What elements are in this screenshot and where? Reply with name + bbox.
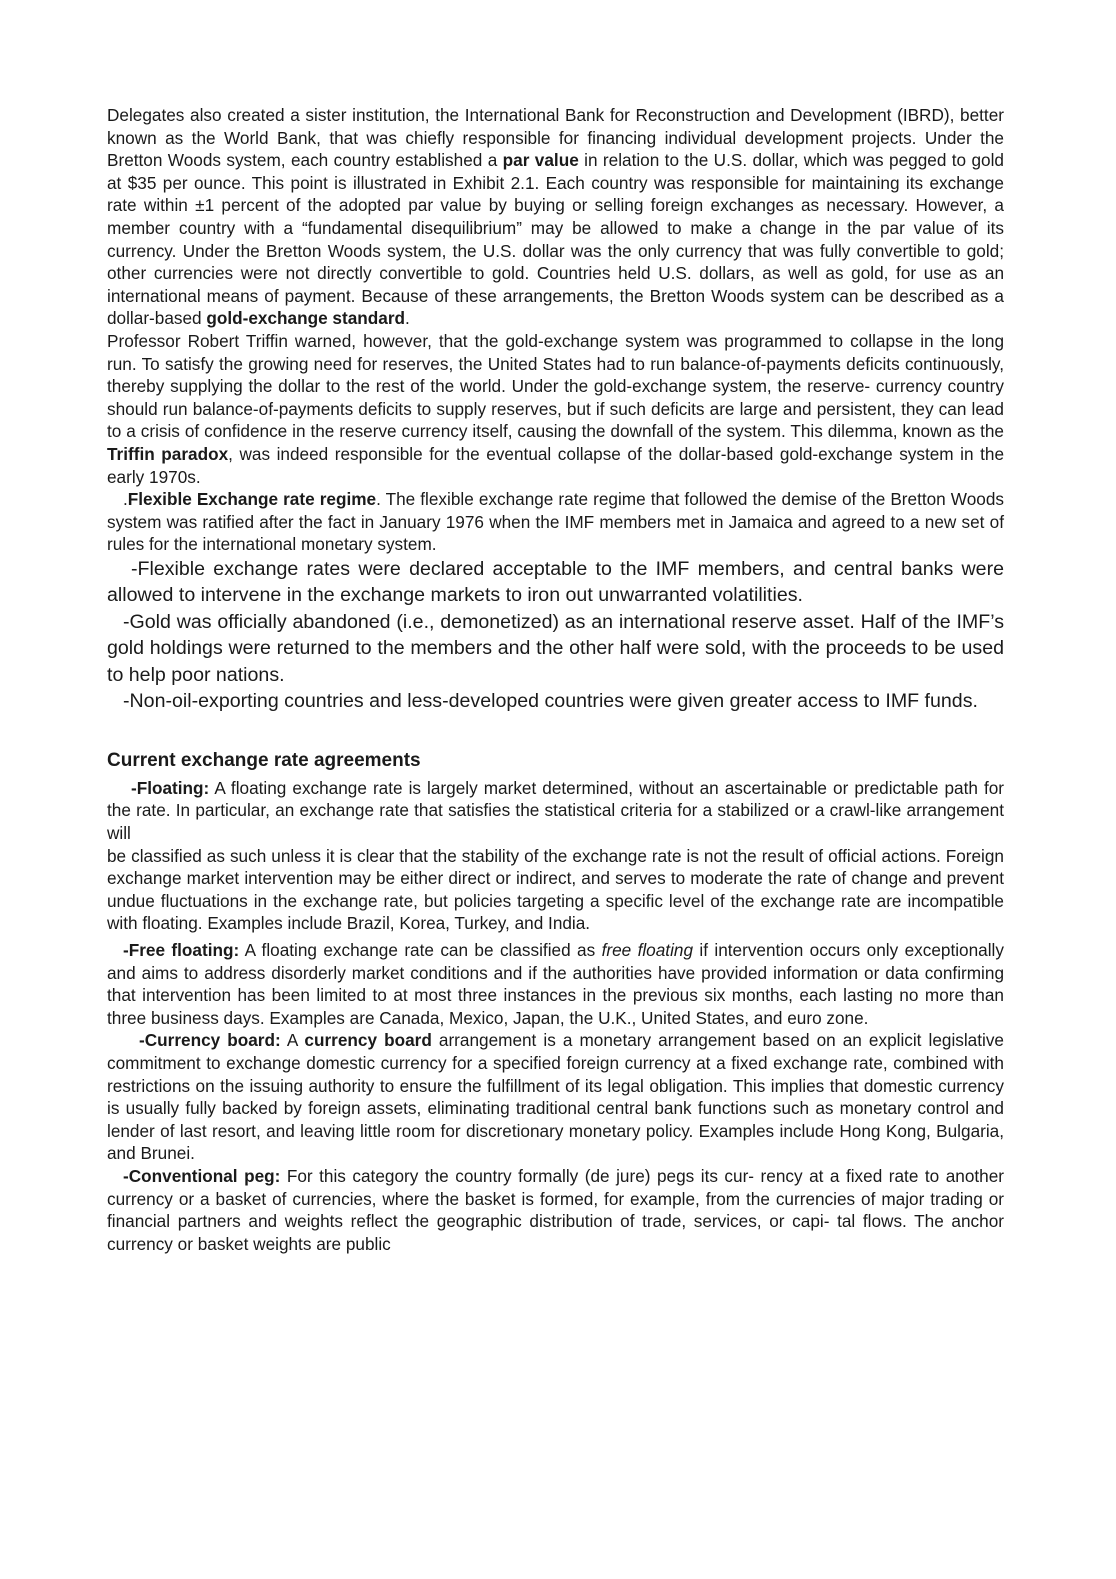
text: Delegates also created a sister institution, the International Bank for Reconstruction and Development (IBRD), better known as the World Bank, that was chiefly responsible for financing individual development projects. Under the Bretton Woods system, each country established a — [107, 105, 1004, 171]
text: if intervention occurs only exceptionally and aims to address disorderly market conditions and if the authorities have provided information or data confirming that intervention has been limited to at most three instances in the previous six months, each lasting no more than three business days. Examples are Canada, Mexico, Japan, the U.K., United States, and euro zone. — [107, 940, 1004, 1028]
term-currency-board-label: -Currency board: — [139, 1030, 281, 1051]
term-floating: -Floating: — [131, 777, 210, 798]
term-free-floating: -Free floating: — [123, 940, 240, 961]
text: , was indeed responsible for the eventual collapse of the dollar-based gold-exchange system in the early 1970s. — [107, 443, 1005, 487]
bullet-imf-funds: -Non-oil-exporting countries and less-developed countries were given greater access to IMF funds. — [123, 690, 978, 713]
text: in relation to the U.S. dollar, which was pegged to gold at $35 per ounce. This point is illustrated in Exhibit 2.1. Each country was responsible for maintaining its exchange rate within ±1 percent of the adopted par value by buying or selling foreign exchanges as necessary. However, a member country with a “fundamental disequilibrium” may be allowed to make a change in the par value of its currency. Under the Bretton Woods system, the U.S. dollar was the only currency that was fully convertible to gold; other currencies were not directly convertible to gold. Countries held U.S. dollars, as well as gold, for use as an international means of payment. Because of these arrangements, the Bretton Woods system can be described as a dollar-based — [107, 150, 1004, 329]
term-gold-exchange-standard: gold-exchange standard — [206, 308, 406, 329]
text: . — [405, 308, 410, 329]
term-par-value: par value — [502, 150, 579, 171]
paragraph-conventional-peg — [107, 1165, 1004, 1255]
text: . — [123, 489, 128, 510]
term-conventional-peg: -Conventional peg: — [123, 1165, 281, 1186]
term-flexible-exchange-rate-regime: Flexible Exchange rate regime — [127, 489, 377, 510]
paragraph-free-floating — [107, 939, 1004, 1029]
text: Professor Robert Triffin warned, however, that the gold-exchange system was programmed to collapse in the long run. To satisfy the growing need for reserves, the United States had to run balance-of-payments deficits continuously, thereby supplying the dollar to the rest of the world. Under the gold-exchange system, the reserve- currency country should run balance-of-payments deficits to supply reserves, but if such deficits are large and persistent, they can lead to a crisis of confidence in the reserve currency itself, causing the downfall of the system. This dilemma, known as the — [107, 330, 1004, 442]
paragraph-floating-continued: be classified as such unless it is clear that the stability of the exchange rate is not the result of official actions. Foreign exchange market intervention may be either direct or indirect, and serves to moderate the rate of change and prevent undue fluctuations in the exchange rate, but policies targeting a specific level of the exchange rate are incompatible with floating. Examples include Brazil, Korea, Turkey, and India. — [107, 845, 1004, 934]
text: . The flexible exchange rate regime that followed the demise of the Bretton Woods system was ratified after the fact in January 1976 when the IMF members met in Jamaica and agreed to a new set of rules for the international monetary system. — [107, 489, 1004, 555]
bullet-flexible-rates: -Flexible exchange rates were declared acceptable to the IMF members, and central banks were allowed to intervene in the exchange markets to iron out unwarranted volatilities. — [107, 557, 1004, 607]
paragraph-floating — [107, 777, 1004, 845]
text: For this category the country formally (de jure) pegs its cur- rency at a fixed rate to another currency or a basket of currencies, where the basket is formed, for example, from the currencies of major trading or financial partners and weights reflect the geographic distribution of trade, services, or capi- tal flows. The anchor currency or basket weights are public — [107, 1165, 1005, 1254]
bullet-gold-abandoned: -Gold was officially abandoned (i.e., demonetized) as an international reserve asset. Half of the IMF’s gold holdings were returned to the members and the other half were sold, with the proceeds to be used to help poor nations. — [107, 610, 1004, 686]
paragraph-flexible-regime — [107, 488, 1004, 556]
text: A floating exchange rate is largely market determined, without an ascertainable or predictable path for the rate. In particular, an exchange rate that satisfies the statistical criteria for a stabilized or a crawl-like arrangement will — [107, 777, 1004, 844]
text: A — [280, 1030, 305, 1051]
term-free-floating-italic: free floating — [601, 940, 694, 961]
paragraph-currency-board — [107, 1029, 1004, 1165]
term-triffin-paradox: Triffin paradox — [107, 443, 229, 464]
paragraph-bretton-woods — [107, 104, 1004, 330]
paragraph-triffin — [107, 330, 1004, 488]
section-heading: Current exchange rate agreements — [107, 749, 421, 771]
term-currency-board: currency board — [304, 1030, 432, 1051]
text: arrangement is a monetary arrangement based on an explicit legislative commitment to exchange domestic currency for a specified foreign currency at a fixed exchange rate, combined with restrictions on the issuing authority to ensure the fulfillment of its legal obligation. This implies that domestic currency is usually fully backed by foreign assets, eliminating traditional central bank functions such as monetary control and lender of last resort, and leaving little room for discretionary monetary policy. Examples include Hong Kong, Bulgaria, and Brunei. — [107, 1030, 1004, 1164]
text: A floating exchange rate can be classified as — [239, 940, 602, 961]
document-body — [107, 104, 1004, 1255]
